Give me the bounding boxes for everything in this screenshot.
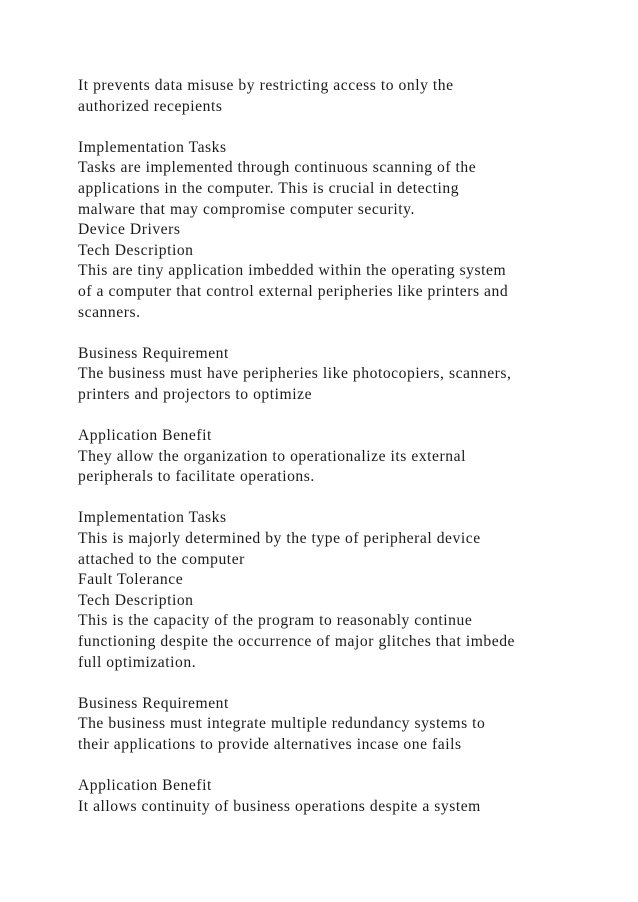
body-line: They allow the organization to operationalize its external	[78, 447, 466, 465]
section-heading: Implementation Tasks	[78, 138, 227, 156]
body-line: malware that may compromise computer security.	[78, 200, 415, 218]
body-line: attached to the computer	[78, 550, 245, 568]
section-heading: Application Benefit	[78, 777, 212, 795]
body-line: scanners.	[78, 303, 141, 321]
body-line: Tasks are implemented through continuous scanning of the	[78, 159, 477, 177]
document-body	[78, 76, 618, 817]
section-heading: Business Requirement	[78, 344, 229, 362]
body-line: This is majorly determined by the type of peripheral device	[78, 530, 481, 548]
body-line: This are tiny application imbedded within the operating system	[78, 262, 507, 280]
section-heading: Tech Description	[78, 241, 194, 259]
body-line: It allows continuity of business operations despite a system	[78, 797, 481, 815]
paragraph-gap	[78, 488, 618, 509]
section-heading: Device Drivers	[78, 221, 181, 239]
paragraph-gap	[78, 756, 618, 777]
section-heading: Tech Description	[78, 591, 194, 609]
section-heading: Business Requirement	[78, 694, 229, 712]
body-line: printers and projectors to optimize	[78, 385, 313, 403]
section-heading: Application Benefit	[78, 427, 212, 445]
body-line: This is the capacity of the program to reasonably continue	[78, 612, 473, 630]
body-line: The business must have peripheries like photocopiers, scanners,	[78, 365, 512, 383]
section-heading: Implementation Tasks	[78, 509, 227, 527]
section-heading: Fault Tolerance	[78, 571, 184, 589]
paragraph-gap	[78, 117, 618, 138]
paragraph-gap	[78, 323, 618, 344]
body-line: their applications to provide alternatives incase one fails	[78, 736, 462, 753]
body-line: The business must integrate multiple redundancy systems to	[78, 715, 486, 733]
body-line: peripherals to facilitate operations.	[78, 468, 315, 486]
body-line: of a computer that control external peripheries like printers and	[78, 282, 509, 300]
body-line: applications in the computer. This is crucial in detecting	[78, 179, 460, 197]
paragraph-gap	[78, 406, 618, 427]
paragraph-gap	[78, 673, 618, 694]
body-line: It prevents data misuse by restricting access to only the	[78, 77, 454, 94]
body-line: authorized recepients	[78, 97, 223, 115]
body-line: full optimization.	[78, 653, 197, 671]
body-line: functioning despite the occurrence of major glitches that imbede	[78, 633, 516, 651]
